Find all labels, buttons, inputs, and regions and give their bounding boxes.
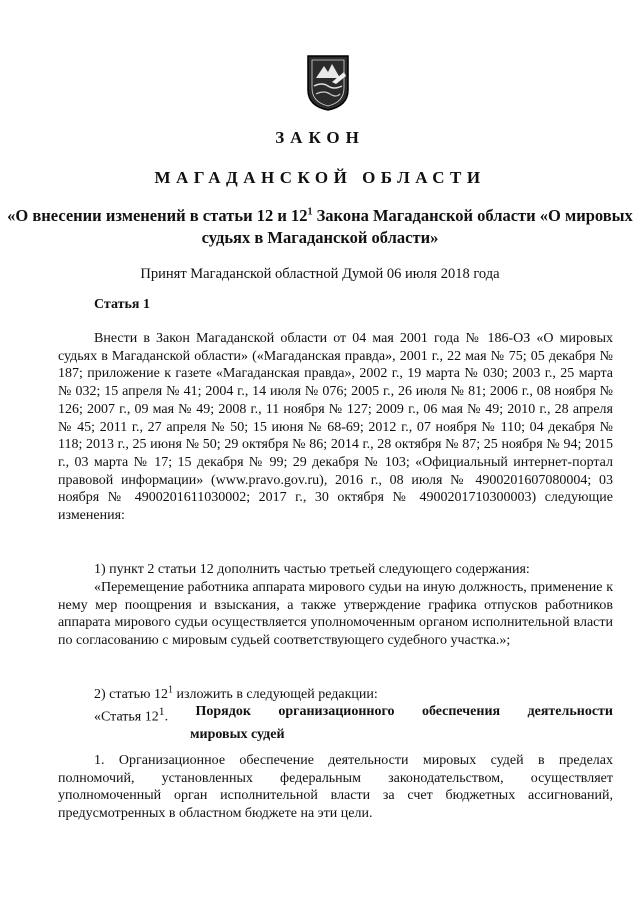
law-title: ЗАКОН xyxy=(275,128,365,147)
item-2-part-1: 2) статью 12 xyxy=(94,687,168,702)
new-article-word-4: деятельности xyxy=(527,704,613,719)
adoption-line: Принят Магаданской областной Думой 06 июля 2018 года xyxy=(140,266,500,282)
coat-of-arms-icon xyxy=(302,52,354,112)
new-article-word-1: Порядок xyxy=(195,704,251,719)
region-title: МАГАДАНСКОЙ ОБЛАСТИ xyxy=(154,168,486,187)
subtitle-part-2: Закона Магаданской области «О мировых судьях в Магаданской области» xyxy=(201,206,633,247)
item-2-part-2: изложить в следующей редакции: xyxy=(172,687,378,702)
article-heading: Статья 1 xyxy=(94,297,150,312)
item-2 xyxy=(58,686,613,704)
item-1-text: «Перемещение работника аппарата мирового судьи на иную должность, применение к нему мер поощрения и взыскания, а также утверждение графика отпусков работников аппарата мирового судьи осуществляется уполномоченным органом исполнительной власти по согласованию с мировым судьей соответствующего судебного участка.»; xyxy=(58,580,613,649)
item-1: 1) пункт 2 статьи 12 дополнить частью третьей следующего содержания: xyxy=(94,562,530,577)
paragraph-amendment-intro: Внести в Закон Магаданской области от 04 мая 2001 года № 186-ОЗ «О мировых судьях в Магаданской области» («Магаданская правда», 2001 г., 22 мая № 75; 05 декабря № 187; приложение к газете «Магаданская правда», 2002 г., 19 марта № 030; 2003 г., 25 марта № 032; 15 апреля № 41; 2004 г., 14 июля № 076; 2005 г., 26 июля № 81; 2006 г., 08 ноября № 126; 2007 г., 09 мая № 49; 2008 г., 11 ноября № 127; 2009 г., 06 мая № 49; 2010 г., 28 апреля № 45; 2011 г., 27 апреля № 50; 15 июня № 68-69; 2012 г., 07 ноября № 110; 04 декабря № 118; 2013 г., 25 июня № 50; 29 октября № 86; 2014 г., 28 октября № 87; 25 ноября № 94; 2015 г., 03 марта № 17; 15 декабря № 99; 29 декабря № 103; «Официальный интернет-портал правовой информации» (www.pravo.gov.ru), 2016 г., 08 июля № 4900201607080004; 03 ноября № 4900201611030002; 2017 г., 30 октября № 4900201710300003) следующие изменения: xyxy=(58,331,613,524)
new-article-title-line-2: мировых судей xyxy=(190,727,285,743)
new-article-dot: . xyxy=(164,709,169,725)
new-article-title-line-1 xyxy=(94,703,613,726)
new-article-superscript: 1 xyxy=(158,705,165,718)
new-article-title xyxy=(94,703,613,744)
law-subtitle xyxy=(0,205,640,249)
subtitle-superscript: 1 xyxy=(307,206,313,218)
subtitle-part-1: «О внесении изменений в статьи 12 и 12 xyxy=(7,206,308,225)
paragraph-organizational-support: 1. Организационное обеспечение деятельности мировых судей в пределах полномочий, установленных федеральным законодательством, осуществляет уполномоченный орган исполнительной власти за счет бюджетных ассигнований, предусмотренных в областном бюджете на эти цели. xyxy=(58,753,613,822)
new-article-number xyxy=(94,703,168,726)
item-2-superscript: 1 xyxy=(167,684,173,696)
new-article-word-2: организационного xyxy=(278,704,395,719)
new-article-word-3: обеспечения xyxy=(421,704,501,719)
new-article-prefix: «Статья 12 xyxy=(94,709,159,725)
